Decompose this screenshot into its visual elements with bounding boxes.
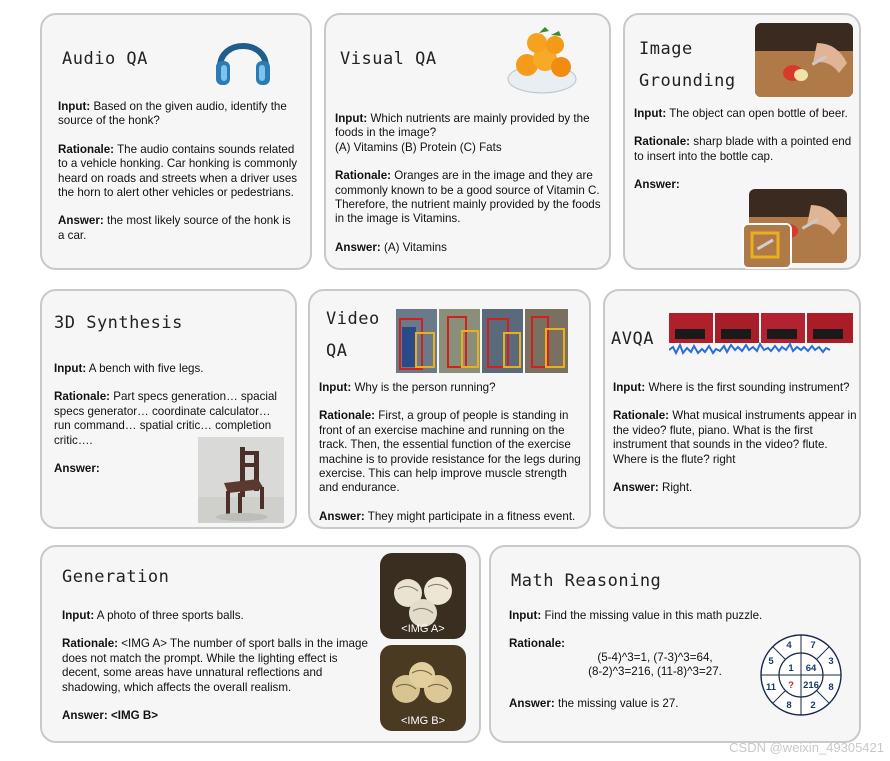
card-title-line1: Image: [639, 39, 693, 59]
video-frames-strip: [396, 309, 568, 373]
outer-value-5: 8: [786, 700, 792, 711]
rationale-line-1: (5-4)^3=1, (7-3)^3=64,: [597, 651, 713, 664]
answer-text: They might participate in a fitness event.: [367, 509, 576, 523]
answer-text: Right.: [661, 481, 693, 495]
math-puzzle-wheel: [759, 633, 843, 717]
input-text: A photo of three sports balls.: [96, 609, 244, 622]
card-title-line2: QA: [326, 341, 348, 361]
answer-text: <IMG B>: [110, 709, 159, 723]
headphones-icon: [212, 27, 274, 89]
rationale-label: Rationale:: [613, 409, 670, 423]
rationale-label: Rationale:: [58, 142, 115, 156]
rationale-label: Rationale:: [335, 169, 392, 183]
image-b-label: <IMG B>: [400, 715, 446, 727]
input-label: Input:: [54, 362, 87, 375]
outer-value-6: 11: [765, 682, 777, 693]
answer-label: Answer:: [613, 481, 659, 495]
rationale-text: The audio contains sounds related to a vehicle honking. Car honking is commonly heard on roads and streets when a driver uses the horn to alert other vehicles or pedestrians.: [58, 142, 298, 200]
input-text: The object can open bottle of beer.: [669, 107, 848, 120]
grounding-crop-inset: [742, 223, 792, 269]
input-label: Input:: [634, 107, 667, 120]
input-label: Input:: [62, 609, 95, 622]
card-image-grounding: [623, 13, 861, 270]
chair-render-image: [198, 437, 284, 523]
outer-value-3: 8: [828, 682, 834, 693]
card-title: Visual QA: [340, 49, 437, 69]
inner-value-0: 1: [788, 663, 794, 674]
rationale-label: Rationale:: [319, 409, 376, 423]
card-body: [335, 112, 607, 269]
watermark: CSDN @weixin_49305421: [729, 740, 884, 755]
card-3d-synthesis: [40, 289, 297, 529]
answer-label: Answer:: [634, 178, 680, 192]
rationale-text: What musical instruments appear in the video? flute, piano. What is the first instrument that sounds in the video? flute. Where is the flute? right: [613, 409, 857, 466]
answer-text: (A) Vitamins: [383, 240, 447, 254]
input-label: Input:: [509, 609, 542, 622]
answer-label: Answer:: [335, 240, 381, 254]
input-text: Why is the person running?: [354, 381, 496, 394]
answer-label: Answer:: [58, 214, 104, 228]
card-body: [62, 609, 374, 737]
card-title: Math Reasoning: [511, 571, 662, 591]
answer-label: Answer:: [62, 709, 108, 723]
input-text: Find the missing value in this math puzzle.: [544, 609, 763, 622]
answer-options: (A) Vitamins (B) Protein (C) Fats: [335, 140, 502, 154]
missing-value: ?: [788, 680, 794, 691]
rationale-text: First, a group of people is standing in front of an exercise machine and running on the track. Then, the essential function of the exercise machine is to provide resistance for the legs during exercise. This can help improve muscle strength and endurance.: [319, 409, 581, 495]
rationale-equations: [565, 651, 745, 680]
answer-row: [509, 697, 749, 711]
answer-label: Answer:: [319, 509, 365, 523]
answer-text: the missing value is 27.: [557, 697, 679, 710]
card-video-qa: [308, 289, 591, 529]
oranges-bowl-image: [501, 21, 583, 101]
card-body: [613, 381, 857, 509]
rationale-text: Oranges are in the image and they are commonly known to be a good source of Vitamin C. Therefore, the nutrient mainly provided by the foods in the image is Vitamins.: [335, 169, 601, 226]
answer-label: Answer:: [54, 462, 100, 476]
rationale-label: Rationale:: [634, 135, 691, 149]
concert-frames-strip: [669, 313, 853, 357]
inner-value-2: 216: [803, 680, 819, 691]
input-label: Input:: [58, 100, 91, 113]
input-text: Which nutrients are mainly provided by the foods in the image?: [335, 112, 590, 140]
rationale-text: Part specs generation… spacial specs generator… coordinate calculator… run command… spatial critic… completion critic….: [54, 390, 277, 447]
input-label: Input:: [335, 112, 368, 125]
generated-image-b: [380, 645, 466, 731]
input-text: Where is the first sounding instrument?: [648, 381, 850, 394]
card-math-reasoning: [489, 545, 861, 743]
answer-text: the most likely source of the honk is a car.: [58, 214, 291, 242]
input-label: Input:: [613, 381, 646, 394]
rationale-line-2: (8-2)^3=216, (11-8)^3=27.: [588, 665, 722, 679]
card-avqa: [603, 289, 861, 529]
card-body: [319, 381, 585, 538]
card-title-line1: Video: [326, 309, 380, 329]
rationale-label: Rationale:: [54, 390, 111, 404]
generated-image-a: [380, 553, 466, 639]
outer-value-0: 4: [786, 640, 792, 651]
rationale-label: Rationale:: [509, 637, 566, 651]
image-a-label: <IMG A>: [401, 623, 445, 635]
outer-value-2: 3: [828, 656, 834, 667]
card-title: AVQA: [611, 329, 654, 349]
card-title: Audio QA: [62, 49, 148, 69]
card-title: 3D Synthesis: [54, 313, 183, 333]
rationale-text: sharp blade with a pointed end to insert into the bottle cap.: [634, 135, 852, 163]
outer-value-7: 5: [768, 656, 774, 667]
card-generation: [40, 545, 481, 743]
card-title: Generation: [62, 567, 170, 587]
input-text: Based on the given audio, identify the source of the honk?: [58, 100, 287, 128]
card-body: [58, 100, 298, 257]
inner-value-1: 64: [805, 663, 817, 674]
card-audio-qa: [40, 13, 312, 270]
cutting-board-photo: [755, 23, 853, 97]
card-title-line2: Grounding: [639, 71, 736, 91]
answer-label: Answer:: [509, 697, 555, 710]
card-visual-qa: [324, 13, 611, 270]
input-text: A bench with five legs.: [88, 362, 204, 375]
rationale-label: Rationale:: [62, 637, 119, 651]
outer-value-1: 7: [810, 640, 816, 651]
rationale-text: <IMG A> The number of sport balls in the image does not match the prompt. While the lighting effect is decent, some areas have unnatural reflections and shadowing, which affects the overall realism.: [62, 637, 368, 694]
outer-value-4: 2: [810, 700, 816, 711]
input-label: Input:: [319, 381, 352, 394]
